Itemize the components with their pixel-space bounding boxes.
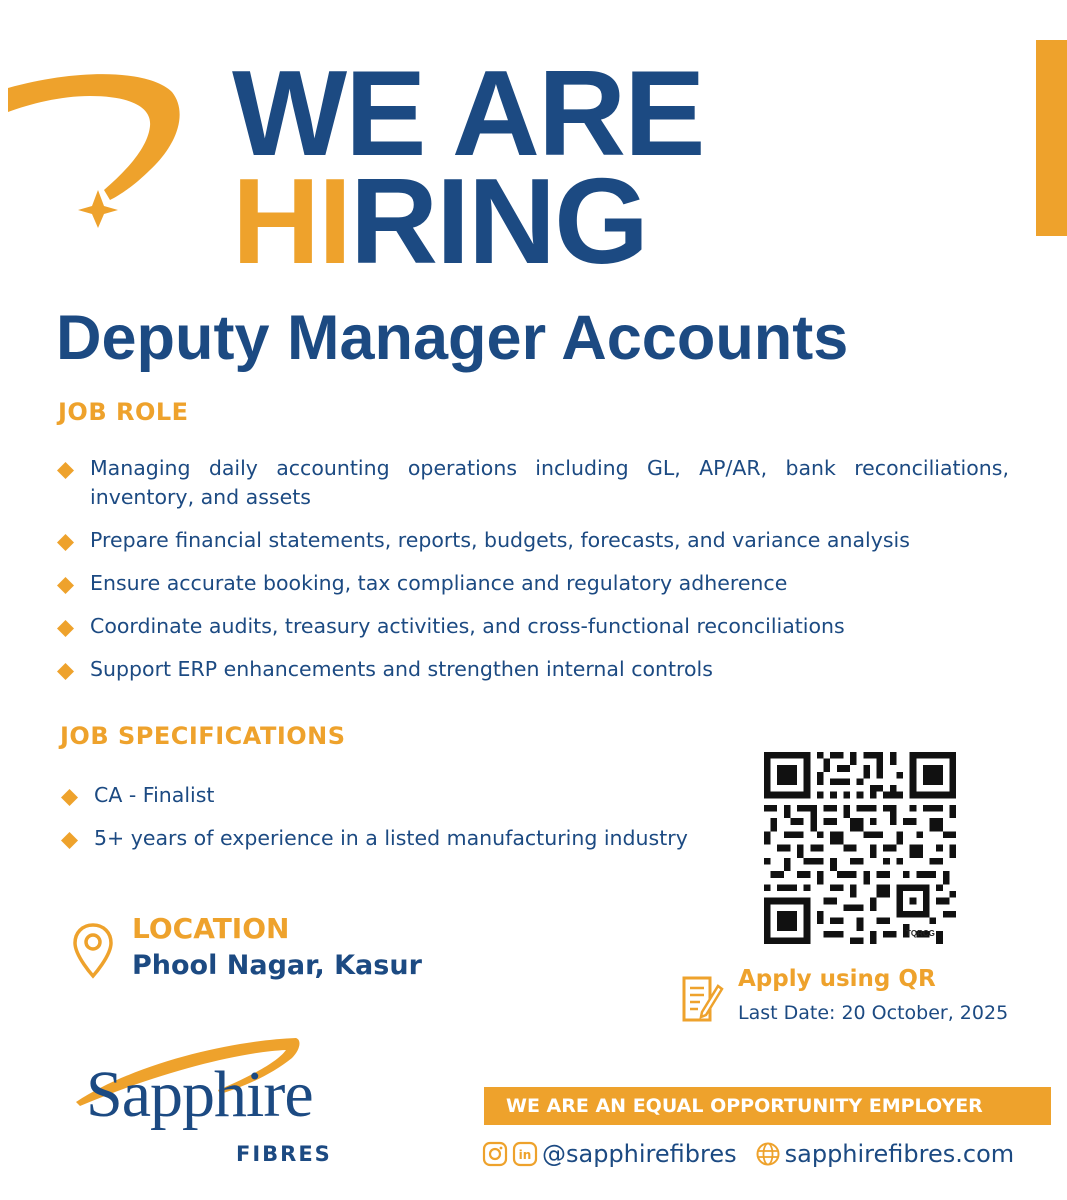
list-item xyxy=(57,612,1009,641)
job-specifications-heading: JOB SPECIFICATIONS xyxy=(60,722,346,750)
last-date: Last Date: 20 October, 2025 xyxy=(738,1002,1009,1024)
list-item-text: 5+ years of experience in a listed manufacturing industry xyxy=(94,826,688,850)
job-specifications-list xyxy=(61,781,741,867)
headline-we-are: WE ARE xyxy=(232,45,704,181)
headline-hi-accent: HI xyxy=(232,153,350,289)
equal-opportunity-banner: WE ARE AN EQUAL OPPORTUNITY EMPLOYER xyxy=(484,1087,1051,1125)
job-role-heading: JOB ROLE xyxy=(58,398,189,426)
diamond-bullet-icon xyxy=(57,534,74,551)
list-item xyxy=(57,655,1009,684)
list-item xyxy=(61,781,741,810)
diamond-bullet-icon xyxy=(61,789,78,806)
diamond-bullet-icon xyxy=(57,663,74,680)
diamond-bullet-icon xyxy=(57,577,74,594)
location-pin-icon xyxy=(72,922,114,980)
list-item xyxy=(61,824,741,853)
list-item-text: Coordinate audits, treasury activities, and cross-functional reconciliations xyxy=(90,614,845,638)
globe-icon xyxy=(755,1141,781,1167)
list-item-text: Support ERP enhancements and strengthen internal controls xyxy=(90,657,713,681)
location-heading: LOCATION xyxy=(132,912,290,945)
job-role-list xyxy=(57,454,1009,698)
document-edit-icon xyxy=(680,972,724,1024)
qr-generator-tag: TQRCG xyxy=(906,929,935,938)
list-item xyxy=(57,454,1009,512)
apply-heading: Apply using QR xyxy=(738,966,936,992)
logo-subtitle: FIBRES xyxy=(236,1142,332,1166)
svg-text:in: in xyxy=(518,1148,532,1162)
linkedin-icon[interactable] xyxy=(512,1141,538,1167)
list-item xyxy=(57,569,1009,598)
job-title: Deputy Manager Accounts xyxy=(56,303,849,373)
diamond-bullet-icon xyxy=(61,832,78,849)
location-value: Phool Nagar, Kasur xyxy=(132,950,422,981)
question-hook-icon xyxy=(0,40,200,240)
list-item xyxy=(57,526,1009,555)
diamond-bullet-icon xyxy=(57,620,74,637)
diamond-bullet-icon xyxy=(57,462,74,479)
list-item-text: Ensure accurate booking, tax compliance and regulatory adherence xyxy=(90,571,788,595)
logo-wordmark: Sapphire xyxy=(86,1058,313,1131)
list-item-text: Prepare financial statements, reports, budgets, forecasts, and variance analysis xyxy=(90,528,910,552)
instagram-icon[interactable] xyxy=(482,1141,508,1167)
social-links xyxy=(482,1140,1014,1168)
list-item-text: Managing daily accounting operations including GL, AP/AR, bank reconciliations, inventory, and assets xyxy=(90,456,1009,509)
website-link[interactable]: sapphirefibres.com xyxy=(784,1140,1015,1168)
list-item-text: CA - Finalist xyxy=(94,783,215,807)
accent-bar xyxy=(1036,40,1067,236)
headline-hiring xyxy=(232,153,647,289)
social-handle[interactable]: @sapphirefibres xyxy=(542,1140,737,1168)
qr-code[interactable] xyxy=(764,752,956,944)
headline-ring: RING xyxy=(350,153,647,289)
